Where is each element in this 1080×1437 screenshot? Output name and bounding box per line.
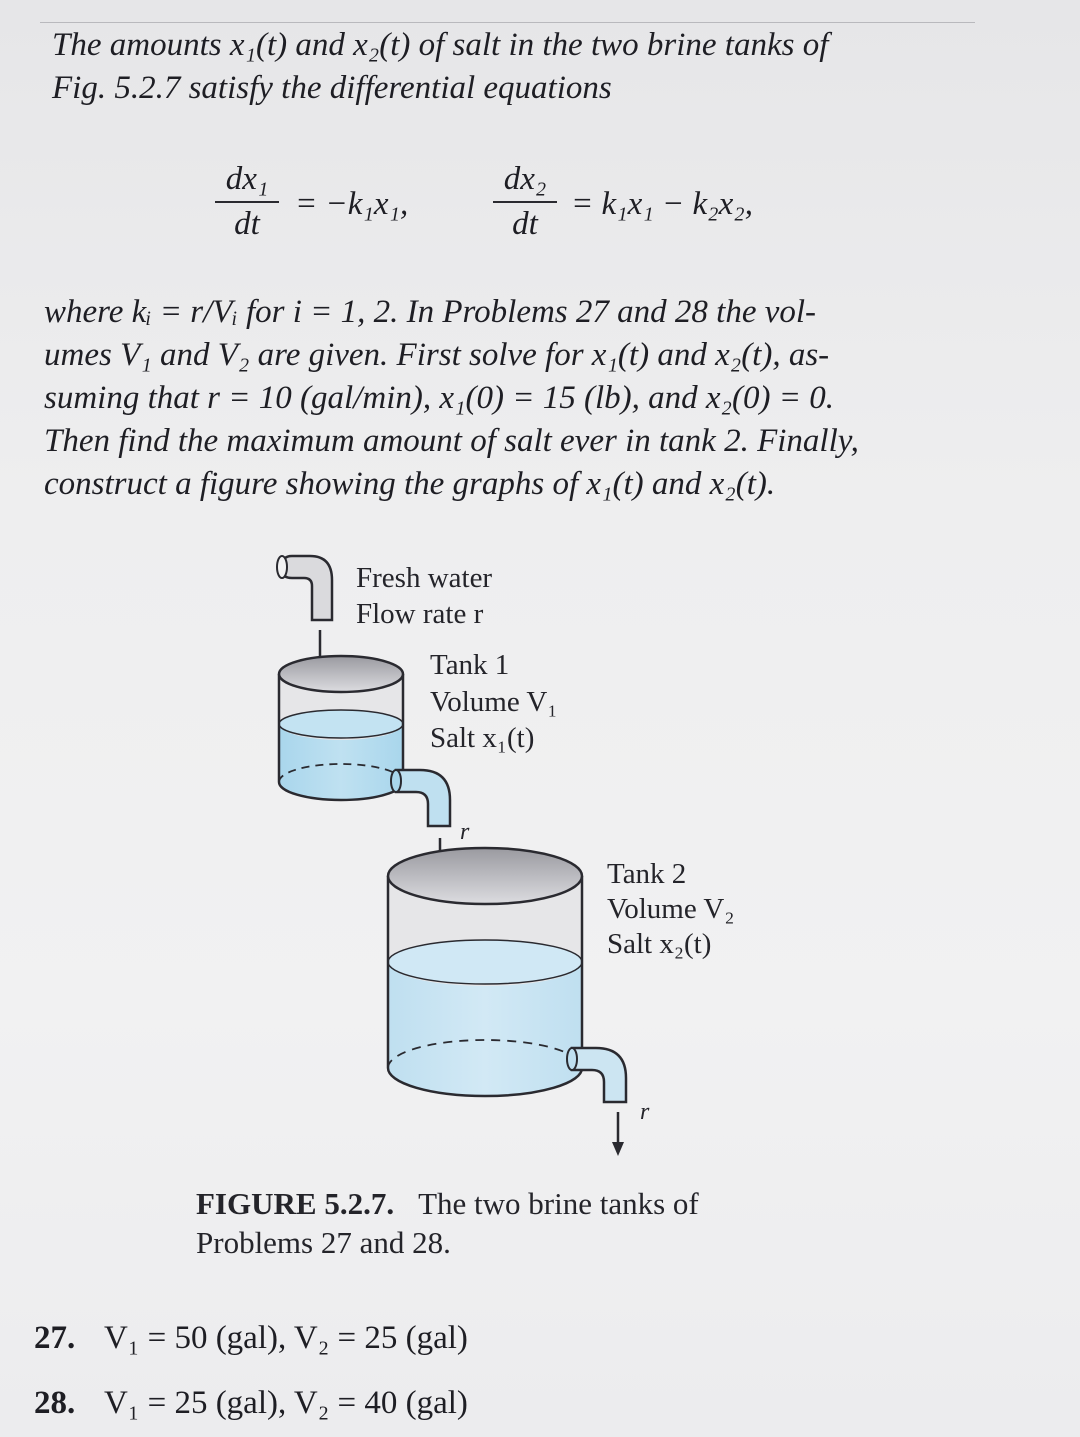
tank-1-rim (279, 656, 403, 692)
caption-text-continued: Problems 27 and 28. (196, 1225, 451, 1260)
problem-statement: V₁ = 25 (gal), V₂ = 40 (gal) (104, 1385, 468, 1421)
eq2-denominator: dt (512, 206, 538, 242)
tank-1-salt: Salt x₁(t) (430, 722, 535, 754)
tank-2-rim (388, 848, 582, 904)
problem-line: Then find the maximum amount of salt ever in tank 2. Finally, (44, 423, 859, 459)
problem-number: 27. (34, 1320, 76, 1356)
inlet-pipe (277, 556, 332, 620)
problem-28 (34, 1383, 468, 1423)
outlet-arrow-icon (612, 1112, 624, 1156)
eq1-denominator: dt (234, 206, 260, 242)
intro-line: The amounts x₁(t) and x₂(t) of salt in the two brine tanks of (52, 27, 829, 63)
problem-line: suming that r = 10 (gal/min), x₁(0) = 15 (lb), and x₂(0) = 0. (44, 380, 834, 416)
tank-2-salt: Salt x₂(t) (607, 928, 712, 960)
eq1-numerator: dx₁ (225, 161, 269, 197)
figure-caption (196, 1184, 699, 1262)
caption-label: FIGURE 5.2.7. (196, 1186, 395, 1221)
transfer-flow-label: r (460, 819, 470, 845)
outlet-flow-label: r (640, 1099, 650, 1125)
problem-line: umes V₁ and V₂ are given. First solve for x₁(t) and x₂(t), as- (44, 337, 830, 373)
tank-2-water-surface (388, 940, 582, 984)
tank-1 (279, 656, 403, 800)
flow-rate-label: Flow rate r (356, 598, 484, 630)
problem-statement: V₁ = 50 (gal), V₂ = 25 (gal) (104, 1320, 468, 1356)
tank-2-name: Tank 2 (607, 858, 687, 890)
tank-1-water-surface (279, 710, 403, 738)
intro-line: Fig. 5.2.7 satisfy the differential equations (52, 70, 612, 106)
fresh-water-label: Fresh water (356, 562, 493, 594)
eq1-right-side: = −k₁x₁, (295, 186, 409, 222)
eq2-right-side: = k₁x₁ − k₂x₂, (571, 186, 754, 222)
tank-1-outlet-pipe (391, 770, 450, 826)
tank-2 (388, 848, 582, 1096)
eq2-numerator: dx₂ (503, 161, 547, 197)
problem-line: construct a figure showing the graphs of x₁(t) and x₂(t). (44, 466, 776, 502)
tank-2-volume: Volume V₂ (607, 893, 735, 925)
caption-text: The two brine tanks of (418, 1186, 699, 1221)
tank-1-volume: Volume V₁ (430, 686, 558, 718)
problem-line: where kᵢ = r/Vᵢ for i = 1, 2. In Problems 27 and 28 the vol- (44, 294, 817, 330)
problem-number: 28. (34, 1385, 76, 1421)
problem-27 (34, 1318, 468, 1358)
tank-1-name: Tank 1 (430, 649, 510, 681)
